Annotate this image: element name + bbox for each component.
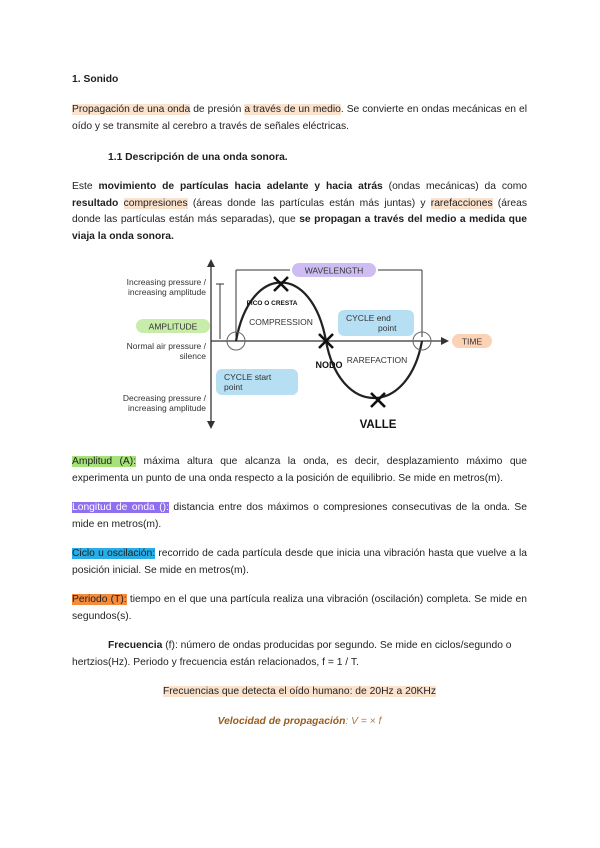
valley-x-mark	[371, 393, 385, 407]
cycle-end-label-1: CYCLE end	[346, 313, 391, 323]
def-longitud: Longitud de onda (): distancia entre dos máximos o compresiones consecutivas de la onda. Se mide en metros(m).	[72, 502, 527, 530]
nodo-label: NODO	[315, 360, 343, 370]
amplitude-label: AMPLITUDE	[148, 321, 198, 332]
section-title	[72, 72, 527, 89]
def-periodo: Periodo (T): tiempo en el que una partícula realiza una vibración (oscilación) completa. Se mide en segundos(s).	[72, 594, 527, 622]
intro-paragraph: Propagación de una onda de presión a través de un medio. Se convierte en ondas mecánicas en el oído y se transmite al cerebro a través de señales eléctricas.	[72, 104, 527, 132]
velocity-equation: : V = × f	[345, 716, 382, 727]
highlight-medio: a través de un medio	[244, 104, 341, 115]
sound-wave-diagram	[100, 255, 500, 435]
description-paragraph: Este movimiento de partículas hacia adelante y hacia atrás (ondas mecánicas) da como resultado compresiones (áreas donde las partículas están más juntas) y rarefacciones (áreas donde las partículas están más separadas), que se propagan a través del medio a medida que viaja la onda sonora.	[72, 181, 528, 242]
def-frecuencia: Frecuencia (f): número de ondas producidas por segundo. Se mide en ciclos/segundo o hertzios(Hz). Periodo y frecuencia están relacionados, f = 1 / T.	[72, 640, 512, 668]
longitud-label: Longitud de onda ():	[72, 502, 169, 513]
section-title-text: 1. Sonido	[72, 74, 119, 85]
wavelength-label: WAVELENGTH	[304, 265, 364, 276]
pico-label: PICO O CRESTA	[246, 300, 298, 307]
y-label-top-1: Increasing pressure /	[126, 277, 206, 287]
x-axis-arrow	[441, 337, 449, 345]
y-label-bot-2: increasing amplitude	[128, 403, 206, 413]
cycle-start-label-1: CYCLE start	[224, 372, 272, 382]
subsection-title: 1.1 Descripción de una onda sonora.	[108, 152, 288, 163]
valle-label: VALLE	[359, 419, 397, 431]
y-label-mid-1: Normal air pressure /	[126, 341, 206, 351]
y-label-top-2: increasing amplitude	[128, 287, 206, 297]
compression-label: COMPRESSION	[249, 317, 313, 327]
velocity-label: Velocidad de propagación	[217, 716, 346, 727]
y-label-mid-2: silence	[179, 351, 206, 361]
cycle-start-label-2: point	[224, 382, 243, 392]
highlight-rarefacciones: rarefacciones	[430, 197, 493, 209]
time-label: TIME	[461, 336, 483, 347]
human-frequency-range: Frecuencias que detecta el oído humano: de 20Hz a 20KHz	[162, 686, 437, 697]
velocity-formula	[72, 714, 527, 731]
ciclo-label: Ciclo u oscilación:	[72, 548, 156, 559]
def-amplitud: Amplitud (A): máxima altura que alcanza la onda, es decir, desplazamiento máximo que experimenta un punto de una onda respecto a la posición de equilibrio. Se mide en metros(m).	[72, 456, 527, 484]
def-ciclo: Ciclo u oscilación: recorrido de cada partícula desde que inicia una vibración hasta que vuelve a la posición inicial. Se mide en metros(m).	[72, 548, 527, 576]
cycle-end-label-2: point	[378, 323, 397, 333]
y-axis-arrow-up	[207, 259, 215, 267]
highlight-propagacion: Propagación de una onda	[72, 104, 191, 115]
y-label-bot-1: Decreasing pressure /	[122, 393, 206, 403]
y-axis-arrow-down	[207, 421, 215, 429]
frecuencia-label: Frecuencia	[108, 640, 163, 651]
periodo-label: Periodo (T):	[72, 594, 127, 605]
amplitud-label: Amplitud (A):	[72, 456, 137, 467]
rarefaction-label: RAREFACTION	[346, 355, 408, 365]
highlight-compresiones: compresiones	[123, 197, 188, 209]
